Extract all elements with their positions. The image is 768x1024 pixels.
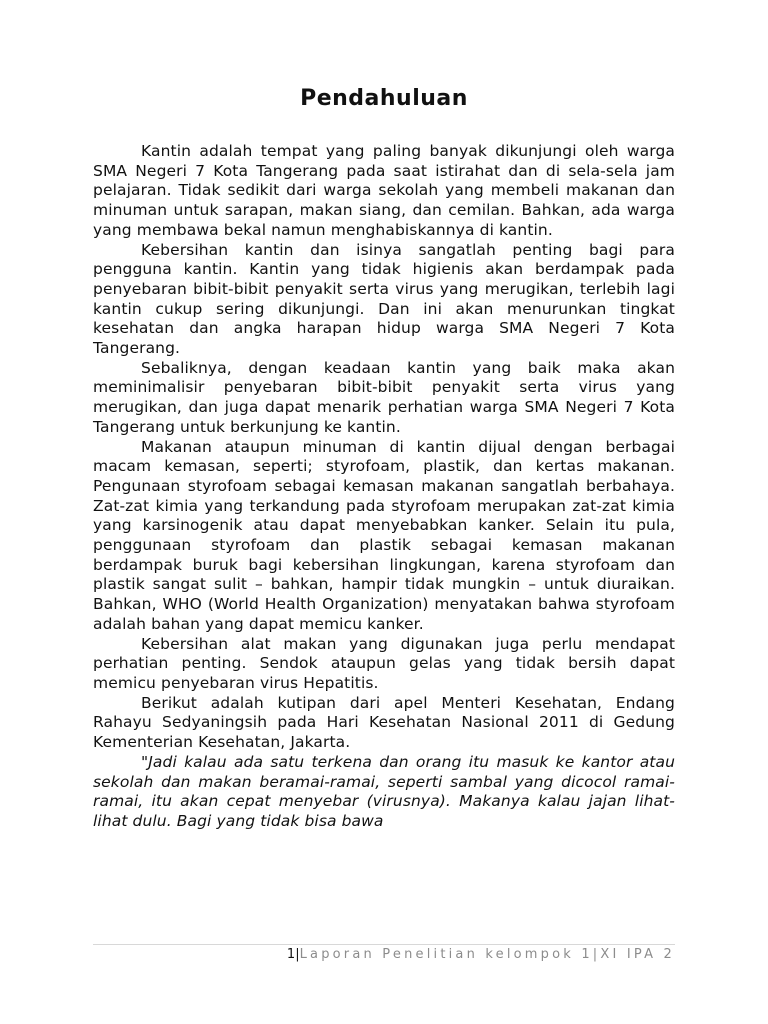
page-footer	[287, 946, 675, 964]
footer-divider	[93, 944, 675, 945]
body-text	[93, 142, 675, 832]
paragraph-cleanliness: Kebersihan kantin dan isinya sangatlah penting bagi para pengguna kantin. Kantin yang tidak higienis akan berdampak pada penyebaran bibit-bibit penyakit serta virus yang merugikan, terlebih lagi kantin cukup sering dikunjungi. Dan ini akan menurunkan tingkat kesehatan dan angka harapan hidup warga SMA Negeri 7 Kota Tangerang.	[93, 240, 675, 358]
running-title: Laporan Penelitian kelompok 1|XI IPA 2	[299, 947, 675, 962]
paragraph-packaging: Makanan ataupun minuman di kantin dijual dengan berbagai macam kemasan, seperti; styrofoam, plastik, dan kertas makanan. Pengunaan styrofoam sebagai kemasan makanan sangatlah berbahaya. Zat-zat kimia yang terkandung pada styrofoam merupakan zat-zat kimia yang karsinogenik atau dapat menyebabkan kanker. Selain itu pula, penggunaan styrofoam dan plastik sebagai kemasan makanan berdampak buruk bagi kebersihan lingkungan, karena styrofoam dan plastik sangat sulit – bahkan, hampir tidak mungkin – untuk diuraikan. Bahkan, WHO (World Health Organization) menyatakan bahwa styrofoam adalah bahan yang dapat memicu kanker.	[93, 437, 675, 633]
paragraph-utensils: Kebersihan alat makan yang digunakan juga perlu mendapat perhatian penting. Sendok ataupun gelas yang tidak bersih dapat memicu penyebaran virus Hepatitis.	[93, 634, 675, 692]
paragraph-conversely: Sebaliknya, dengan keadaan kantin yang baik maka akan meminimalisir penyebaran bibit-bibit penyakit serta virus yang merugikan, dan juga dapat menarik perhatian warga SMA Negeri 7 Kota Tangerang untuk berkunjung ke kantin.	[93, 358, 675, 436]
footer-separator: |	[295, 947, 300, 962]
page-title: Pendahuluan	[300, 86, 468, 111]
paragraph-quote-intro: Berikut adalah kutipan dari apel Menteri Kesehatan, Endang Rahayu Sedyaningsih pada Hari Kesehatan Nasional 2011 di Gedung Kementerian Kesehatan, Jakarta.	[93, 693, 675, 752]
paragraph-intro: Kantin adalah tempat yang paling banyak dikunjungi oleh warga SMA Negeri 7 Kota Tangerang pada saat istirahat dan di sela-sela jam pelajaran. Tidak sedikit dari warga sekolah yang membeli makanan dan minuman untuk sarapan, makan siang, dan cemilan. Bahkan, ada warga yang membawa bekal namun menghabiskannya di kantin.	[93, 142, 675, 239]
page-number: 1	[286, 947, 296, 962]
paragraph-quote: "Jadi kalau ada satu terkena dan orang itu masuk ke kantor atau sekolah dan makan beramai-ramai, seperti sambal yang dicocol ramai-ramai, itu akan cepat menyebar (virusnya). Makanya kalau jajan lihat-lihat dulu. Bagi yang tidak bisa bawa	[93, 752, 675, 830]
